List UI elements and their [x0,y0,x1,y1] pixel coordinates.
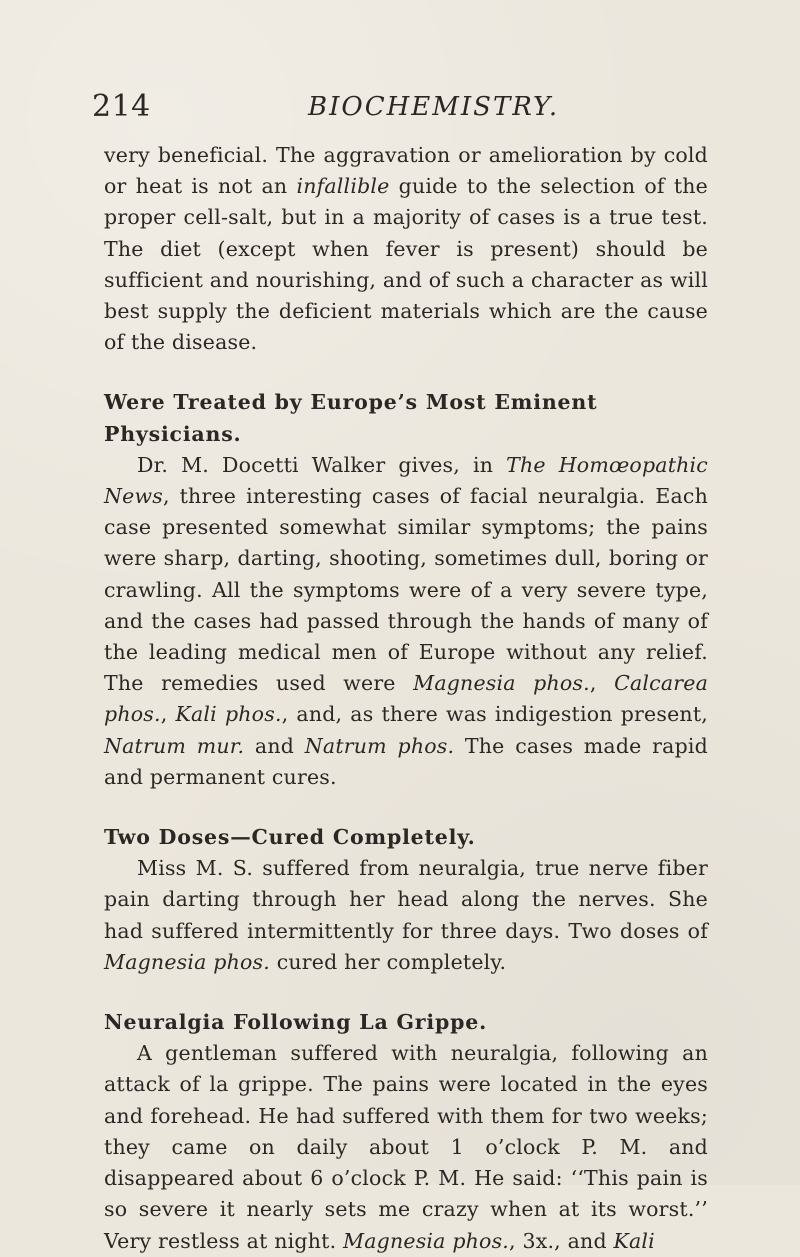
page-header [92,89,800,132]
text-run: and [244,733,305,758]
intro-paragraph [104,140,708,358]
italic-text: Calcarea phos. [104,671,708,727]
italic-text: Magnesia phos. [343,1228,510,1253]
la-grippe-paragraph [104,1038,708,1256]
section-heading-two-doses: Two Doses—Cured Completely. [104,825,476,850]
text-run: Miss M. S. suffered from neuralgia, true nerve fiber pain darting through her head along the nerves. She had suffered intermittently for three days. Two doses of [104,856,708,943]
section-heading-la-grippe: Neuralgia Following La Grippe. [104,1010,488,1035]
italic-text: Kali [613,1228,655,1253]
text-run: , [160,702,176,727]
text-run: Dr. M. Docetti Walker gives, in [137,452,507,477]
body-text [104,140,708,1257]
italic-text: Magnesia phos. [104,949,270,974]
text-run: A gentleman suffered with neuralgia, following an attack of la grippe. The pains were located in the eyes and forehead. He had suffered with them for two weeks; they came on daily about 1 o’clock P. M. and disappeared about 6 o’clock P. M. He said: ‘‘This pain is so severe it nearly sets me crazy when at its worst.’’ Very restless at night. [104,1041,708,1253]
text-run: , [589,671,615,696]
italic-text: Natrum phos. [304,733,455,758]
text-run: , three interesting cases of facial neuralgia. Each case presented somewhat similar symptoms; the pains were sharp, darting, shooting, sometimes dull, boring or crawling. All the symptoms were of a very severe type, and the cases had passed through the hands of many of the leading medical men of Europe without any relief. The remedies used were [104,484,708,696]
italic-text: Natrum mur. [104,733,245,758]
text-run: , 3x., and [509,1228,614,1253]
italic-text: Magnesia phos. [413,671,590,696]
physicians-paragraph [104,450,708,793]
text-run: The cases made rapid and permanent cures. [104,733,708,789]
section-heading-physicians: Were Treated by Europe’s Most Eminent Physicians. [104,390,598,446]
italic-text: infallible [296,174,390,199]
text-run: guide to the selection of the proper cell-salt, but in a majority of cases is a true test. The diet (except when fever is present) should be sufficient and nourishing, and of such a character as will best supply the deficient materials which are the cause of the disease. [104,174,708,355]
running-title: BIOCHEMISTRY. [308,92,560,122]
text-run: , and, as there was indigestion present, [281,702,708,727]
text-run: very beneficial. The aggravation or amelioration by cold or heat is not an [104,143,708,199]
two-doses-paragraph [104,853,708,978]
page-number: 214 [92,89,151,124]
italic-text: The Homœopathic News [104,452,708,509]
text-run: cured her completely. [270,949,507,974]
italic-text: Kali phos. [175,702,282,727]
